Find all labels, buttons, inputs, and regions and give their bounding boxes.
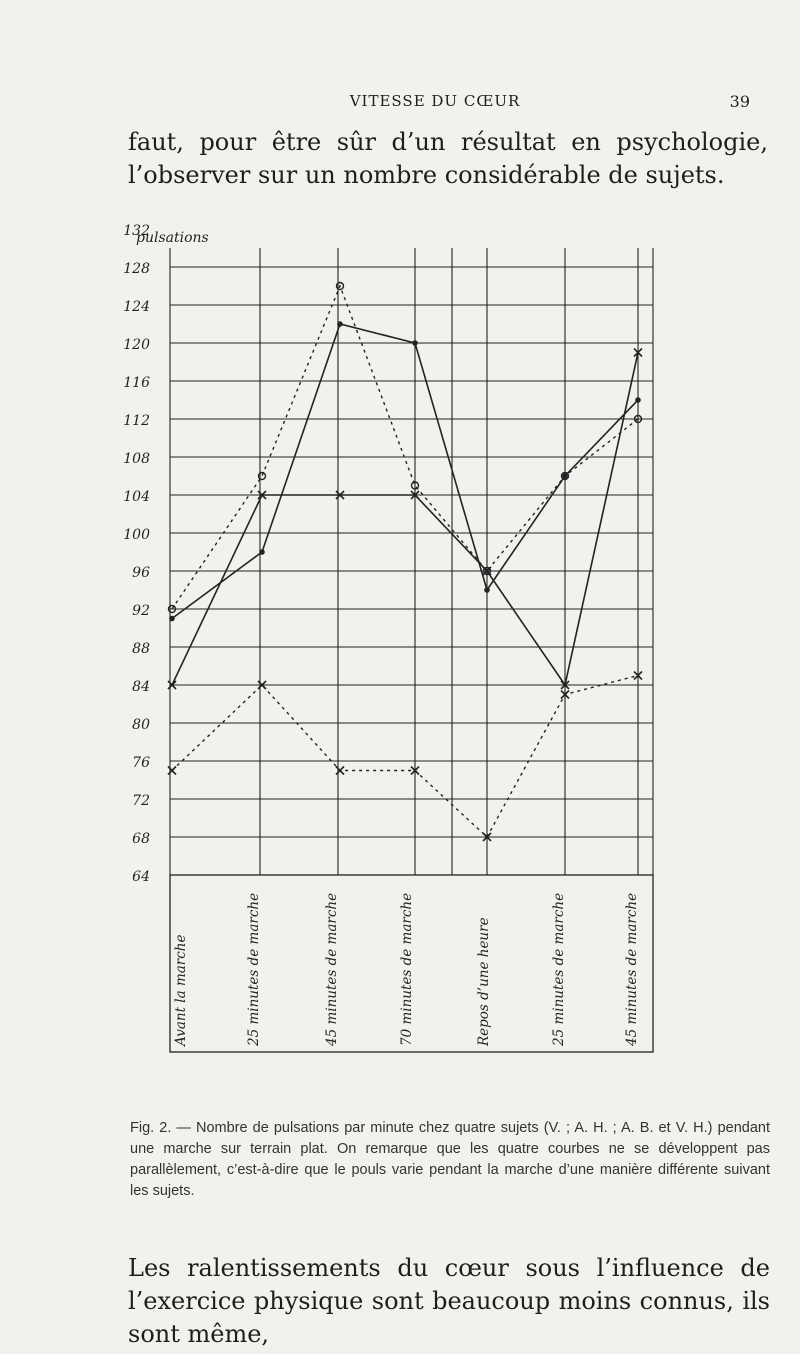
y-tick-label: 76 xyxy=(132,755,150,771)
y-tick-label: 84 xyxy=(132,679,150,695)
series-line-4 xyxy=(172,286,638,609)
closing-paragraph: Les ralentissements du cœur sous l’influence de l’exercice physique sont beaucoup moins connus, ils sont même, xyxy=(128,1254,770,1348)
y-tick-label: 88 xyxy=(132,641,150,657)
series-line-2 xyxy=(172,676,638,838)
x-category-label: Repos d’une heure xyxy=(476,917,492,1046)
y-tick-label: 132 xyxy=(123,223,150,239)
y-tick-label: 80 xyxy=(132,717,150,733)
data-point xyxy=(337,321,343,327)
figure-caption: Fig. 2. — Nombre de pulsations par minute chez quatre sujets (V. ; A. H. ; A. B. et V. H.) pendant une marche sur terrain plat. On remarque que les quatre courbes ne se développent pas parallèlement, c’est-à-dire que le pouls varie pendant la marche d’une manière différente suivant les sujets. xyxy=(130,1120,770,1199)
y-tick-label: 112 xyxy=(123,413,150,429)
page-number: 39 xyxy=(729,92,750,111)
x-category-label: 25 minutes de marche xyxy=(551,892,567,1046)
y-tick-label: 128 xyxy=(123,261,150,277)
y-tick-label: 72 xyxy=(132,793,150,809)
y-tick-label: 116 xyxy=(123,375,150,391)
y-axis xyxy=(123,223,208,885)
intro-paragraph: faut, pour être sûr d’un résultat en psychologie, l’observer sur un nombre considérable de sujets. xyxy=(128,128,768,189)
series-line-1 xyxy=(172,353,638,686)
y-tick-label: 68 xyxy=(132,831,150,847)
y-tick-label: 96 xyxy=(132,565,150,581)
data-point xyxy=(169,616,175,622)
y-tick-label: 100 xyxy=(123,527,150,543)
y-tick-label: 108 xyxy=(123,451,150,467)
y-tick-label: 124 xyxy=(123,299,150,315)
chart-series xyxy=(168,283,642,842)
data-point xyxy=(336,767,344,775)
y-tick-label: 64 xyxy=(132,869,150,885)
y-tick-label: 92 xyxy=(132,603,150,619)
x-category-label: 25 minutes de marche xyxy=(246,892,262,1046)
x-category-label: 70 minutes de marche xyxy=(399,892,415,1046)
x-category-label: Avant la marche xyxy=(173,934,189,1046)
x-labels xyxy=(173,893,640,1048)
data-point xyxy=(635,397,641,403)
data-point xyxy=(168,767,176,775)
y-axis-title: pulsations xyxy=(136,230,209,246)
series-line-3 xyxy=(172,324,638,619)
running-head-title: VITESSE DU CŒUR xyxy=(349,92,521,110)
y-tick-label: 120 xyxy=(123,337,150,353)
x-category-label: 45 minutes de marche xyxy=(624,892,640,1046)
x-category-label: 45 minutes de marche xyxy=(324,892,340,1046)
data-point xyxy=(484,587,490,593)
data-point xyxy=(412,340,418,346)
data-point xyxy=(259,549,265,555)
y-tick-label: 104 xyxy=(123,489,150,505)
